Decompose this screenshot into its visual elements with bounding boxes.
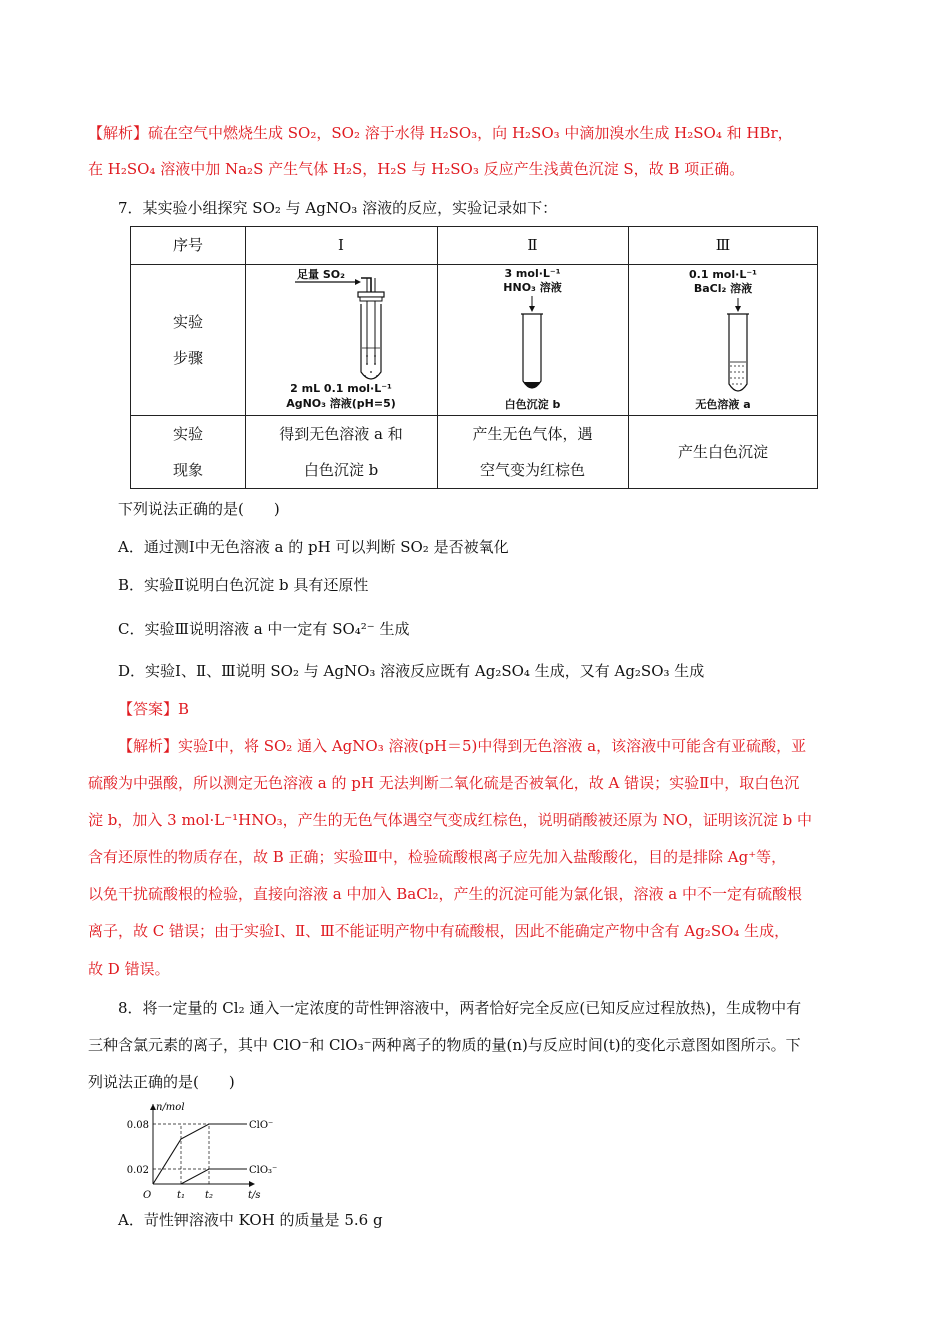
y-axis-label: n/mol [156,1102,185,1113]
experiment-table [130,226,818,489]
q8-line1: 8．将一定量的 Cl₂ 通入一定浓度的苛性钾溶液中，两者恰好完全反应(已知反应过程放热)，生成物中有 [118,999,802,1017]
q7-option-a: A．通过测Ⅰ中无色溶液 a 的 pH 可以判断 SO₂ 是否被氧化 [118,538,509,556]
fig2-top-label-2: HNO₃ 溶液 [503,281,562,294]
origin-label: O [143,1190,152,1201]
q7-analysis-line2: 硫酸为中强酸，所以测定无色溶液 a 的 pH 无法判断二氧化硫是否被氧化，故 A 错误；实验Ⅱ中，取白色沉 [88,774,800,792]
q7-analysis-line7: 故 D 错误。 [88,960,170,978]
fig3-top-label-1: 0.1 mol·L⁻¹ [689,268,757,281]
q7-option-b: B．实验Ⅱ说明白色沉淀 b 具有还原性 [118,576,369,594]
obs-2-line-1: 产生无色气体，遇 [472,425,593,443]
series-label-1: ClO⁻ [249,1120,274,1131]
q8-option-a: A．苛性钾溶液中 KOH 的质量是 5.6 g [118,1211,383,1229]
q7-option-c: C．实验Ⅲ说明溶液 a 中一定有 SO₄²⁻ 生成 [118,620,410,638]
col-3-header: Ⅲ [715,236,731,254]
series-line-2 [153,1169,247,1184]
row-obs-label-2: 现象 [172,461,203,479]
test-tube-with-precipitate-icon [437,264,628,415]
q6-analysis-text1: 硫在空气中燃烧生成 SO₂，SO₂ 溶于水得 H₂SO₃，向 H₂SO₃ 中滴加溴水生成 H₂SO₄ 和 HBr， [148,124,793,142]
analysis-tag-2: 【解析】 [118,737,179,755]
row-obs-label-1: 实验 [172,425,203,443]
fig2-bottom-label: 白色沉淀 b [504,398,561,411]
q8-chart [115,1098,295,1208]
series-label-2: ClO₃⁻ [249,1165,278,1176]
x-tick-label: t₂ [204,1190,214,1201]
x-axis-label: t/s [248,1190,261,1201]
apparatus-figure-3 [628,264,818,415]
header-label: 序号 [172,236,203,254]
x-axis-arrow [249,1181,255,1187]
fig1-bottom-label-1: 2 mL 0.1 mol·L⁻¹ [290,382,392,395]
obs-1-line-2: 白色沉淀 b [303,461,379,479]
obs-2-line-2: 空气变为红棕色 [479,461,585,479]
q7-analysis-line5: 以免干扰硫酸根的检验，直接向溶液 a 中加入 BaCl₂，产生的沉淀可能为氯化银，溶液 a 中不一定有硫酸根 [88,885,802,903]
q7-answer: 【答案】B [118,700,190,718]
row-steps-label-2: 步骤 [172,349,203,367]
q6-analysis-line2: 在 H₂SO₄ 溶液中加 Na₂S 产生气体 H₂S，H₂S 与 H₂SO₃ 反应产生浅黄色沉淀 S，故 B 项正确。 [88,160,745,178]
q7-stem: 7．某实验小组探究 SO₂ 与 AgNO₃ 溶液的反应，实验记录如下： [118,199,558,217]
fig1-top-label: 足量 SO₂ [297,268,345,281]
q7-analysis-text1: 实验Ⅰ中，将 SO₂ 通入 AgNO₃ 溶液(pH＝5)中得到无色溶液 a，该溶液中可能含有亚硫酸，亚 [178,737,807,755]
y-tick-label: 0.08 [126,1120,149,1131]
obs-3: 产生白色沉淀 [677,443,768,461]
analysis-tag: 【解析】 [88,124,149,142]
apparatus-figure-1 [245,264,437,415]
q8-line2: 三种含氯元素的离子，其中 ClO⁻和 ClO₃⁻两种离子的物质的量(n)与反应时间(t)的变化示意图如图所示。下 [88,1036,801,1054]
q8-line3: 列说法正确的是( ) [88,1073,235,1091]
q7-analysis-line4: 含有还原性的物质存在，故 B 正确；实验Ⅲ中，检验硫酸根离子应先加入盐酸酸化，目的是排除 Ag⁺等， [88,848,787,866]
q7-analysis-line6: 离子，故 C 错误；由于实验Ⅰ、Ⅱ、Ⅲ不能证明产物中有硫酸根，因此不能确定产物中含有 Ag₂SO₄ 生成， [88,922,790,940]
fig2-top-label-1: 3 mol·L⁻¹ [504,267,561,280]
q7-question: 下列说法正确的是( ) [118,500,280,518]
q7-analysis-line1 [118,736,898,756]
fig3-top-label-2: BaCl₂ 溶液 [693,282,753,295]
row-steps-label-1: 实验 [172,313,203,331]
series-line-1 [153,1124,247,1184]
obs-1-line-1: 得到无色溶液 a 和 [279,425,403,443]
fig3-bottom-label: 无色溶液 a [695,398,751,411]
apparatus-figure-2 [437,264,628,415]
col-2-header: Ⅱ [527,236,538,254]
fig1-bottom-label-2: AgNO₃ 溶液(pH=5) [286,397,396,410]
test-tube-with-solution-icon [628,264,818,415]
q7-analysis-line3: 淀 b，加入 3 mol·L⁻¹HNO₃，产生的无色气体遇空气变成红棕色，说明硝酸被还原为 NO，证明该沉淀 b 中 [88,811,813,829]
q7-option-d: D．实验Ⅰ、Ⅱ、Ⅲ说明 SO₂ 与 AgNO₃ 溶液反应既有 Ag₂SO₄ 生成，又有 Ag₂SO₃ 生成 [118,662,705,680]
y-tick-label: 0.02 [126,1165,149,1176]
col-1-header: Ⅰ [338,236,344,254]
x-tick-label: t₁ [176,1190,186,1201]
q6-analysis-line1 [88,123,868,143]
